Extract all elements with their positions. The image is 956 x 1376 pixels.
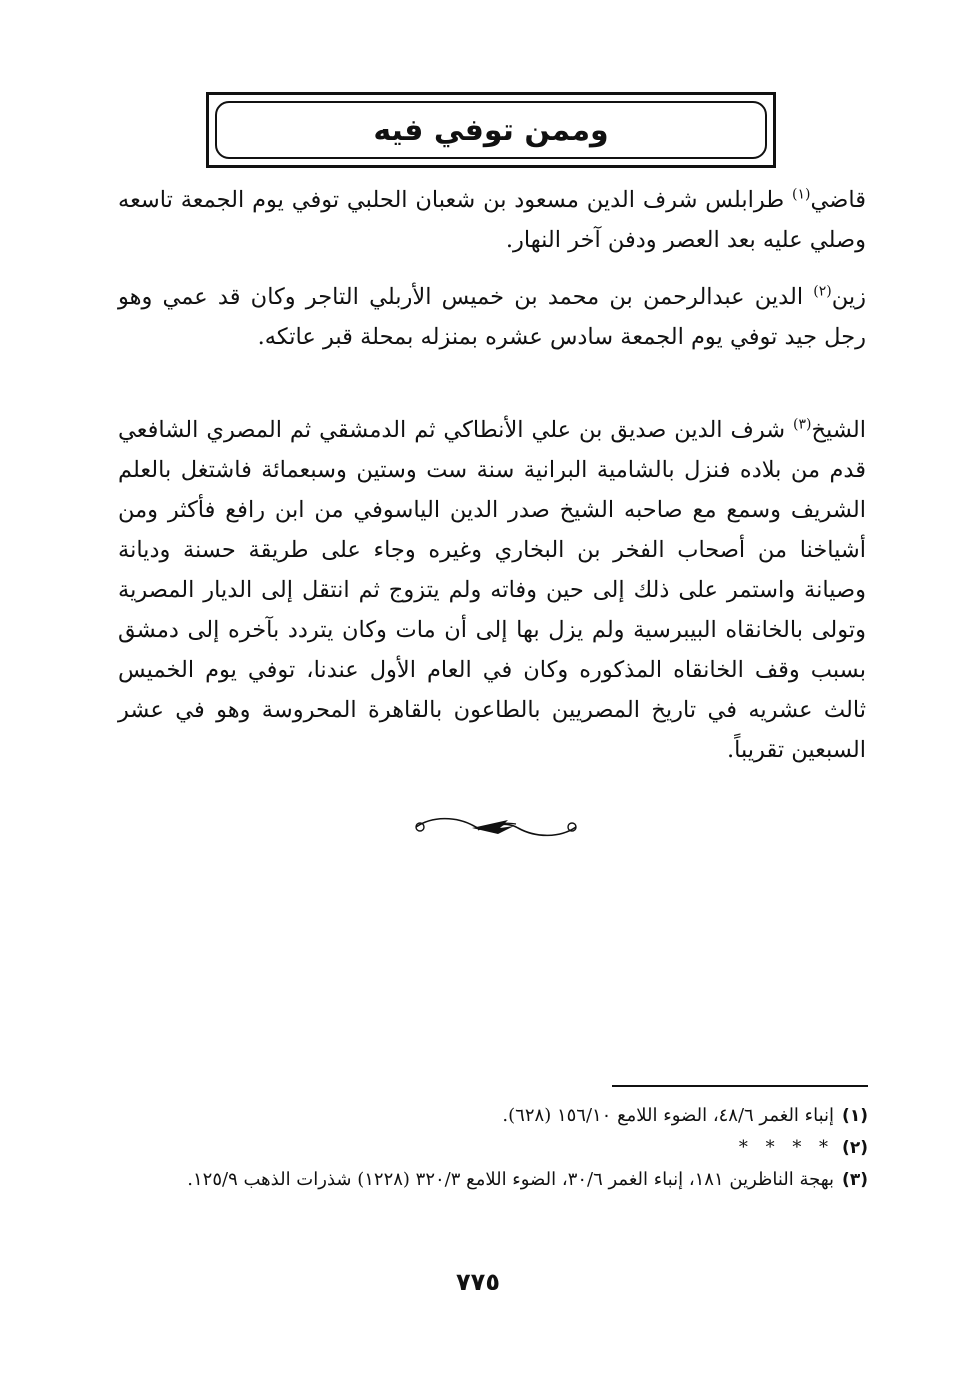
footnote-number: (٣): [842, 1170, 868, 1190]
entry-paragraph-2: [118, 277, 866, 357]
footnote-text: إنباء الغمر ٤٨/٦، الضوء اللامع ١٥٦/١٠ (٦٢٨).: [502, 1105, 835, 1126]
section-heading: وممن توفي فيه: [373, 112, 609, 148]
footnote-item: [118, 1164, 868, 1196]
entry-lead: زين: [831, 284, 866, 310]
footnote-number: (١): [842, 1106, 868, 1126]
footnote-text: بهجة الناظرين ١٨١، إنباء الغمر ٣٠/٦، الضوء اللامع ٣٢٠/٣ (١٢٢٨) شذرات الذهب ١٢٥/٩.: [187, 1169, 835, 1190]
entry-paragraph-3: [118, 410, 866, 770]
section-heading-frame: [206, 92, 776, 168]
entry-lead: قاضي: [810, 187, 866, 213]
footnote-item: [118, 1132, 868, 1164]
footnote-text: * * * *: [738, 1137, 835, 1158]
floral-divider-icon: [412, 810, 580, 844]
entry-text: الدين عبدالرحمن بن محمد بن خميس الأربلي التاجر وكان قد عمي وهو رجل جيد توفي يوم الجمعة سادس عشره بمنزله بمحلة قبر عاتكه.: [118, 284, 866, 350]
entry-paragraph-1: [118, 180, 866, 260]
footnote-item: [118, 1100, 868, 1132]
section-heading-inner-frame: [215, 101, 767, 159]
entry-text: شرف الدين صديق بن علي الأنطاكي ثم الدمشقي ثم المصري الشافعي قدم من بلاده فنزل بالشامية البرانية سنة ست وستين وسبعمائة فاشتغل بالعلم الشريف وسمع مع صاحبه الشيخ صدر الدين الياسوفي من ابن رافع فأكثر ومن أشياخنا من أصحاب الفخر بن البخاري وغيره وجاء على طريقة حسنة وديانة وصيانة واستمر على ذلك إلى حين وفاته ولم يتزوج ثم انتقل إلى الديار المصرية وتولى بالخانقاه البيبرسية ولم يزل بها إلى أن مات وكان يتردد بآخره إلى دمشق بسبب وقف الخانقاه المذكوره وكان في العام الأول عندنا، توفي يوم الخميس ثالث عشريه في تاريخ المصريين بالطاعون بالقاهرة المحروسة وهو في عشر السبعين تقريباً.: [118, 417, 866, 763]
footnote-reference[interactable]: (١): [792, 186, 811, 203]
footnote-number: (٢): [842, 1138, 868, 1158]
page-number: ٧٧٥: [456, 1268, 500, 1296]
entry-lead: الشيخ: [811, 417, 866, 443]
footnote-reference[interactable]: (٢): [813, 283, 832, 300]
entry-text: طرابلس شرف الدين مسعود بن شعبان الحلبي توفي يوم الجمعة تاسعه وصلي عليه بعد العصر ودفن آخر النهار.: [118, 187, 866, 253]
footnote-reference[interactable]: (٣): [793, 416, 812, 433]
footnotes: [118, 1100, 868, 1196]
footnote-separator: [612, 1085, 868, 1087]
